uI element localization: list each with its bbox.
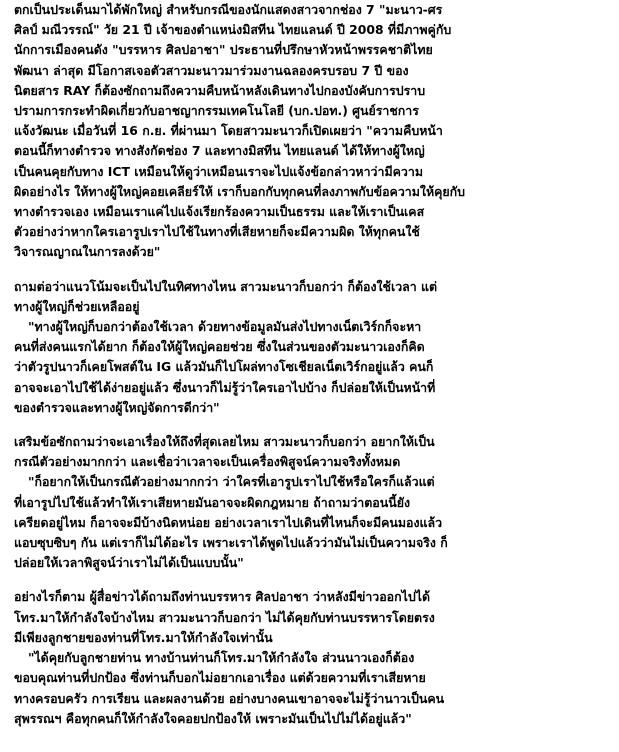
quote-line: "ทางผู้ใหญ่ก็บอกว่าต้องใช้เวลา ด้วยทางข้อมูลมันส่งไปทางเน็ตเวิร์กก็จะหา — [28, 319, 422, 335]
news-article — [14, 0, 606, 729]
text-line: ทางตำรวจเอง เหมือนเราแค่ไปแจ้งเรียกร้องความเป็นธรรม และให้เราเป็นเคส — [14, 204, 425, 220]
quote-line: ขอบคุณท่านที่ปกป้อง ซึ่งท่านก็บอกไม่อยากเอาเรื่อง แต่ด้วยความที่เราเสียหาย — [14, 670, 426, 686]
text-line: ศิลป์ มณีวรรณ์" วัย 21 ปี เจ้าของตำแหน่งมิสทีน ไทยแลนด์ ปี 2008 ที่มีภาพคู่กับ — [14, 22, 452, 38]
quote-line: ปล่อยให้เวลาพิสูจน์ว่าเราไม่ได้เป็นแบบนั้น" — [14, 555, 244, 571]
quote-line: ที่เอารูปไปใช้แล้วทำให้เราเสียหายมันอาจจะผิดกฎหมาย ถ้าถามว่าตอนนี้ยัง — [14, 494, 410, 510]
quote-line: ของตำรวจและทางผู้ใหญ่จัดการดีกว่า" — [14, 399, 220, 415]
quote-line: แอบซุบซิบๆ กัน แต่เราก็ไม่ได้อะไร เพราะเราได้พูดไปแล้วว่ามันไม่เป็นความจริง ก็ — [14, 535, 448, 551]
article-paragraph-1 — [14, 0, 606, 263]
quote-line: เครียดอยู่ไหม ก็อาจจะมีบ้างนิดหน่อย อย่างเวลาเราไปเดินที่ไหนก็จะมีคนมองแล้ว — [14, 514, 443, 530]
quote-line: สุพรรณฯ คือทุกคนก็ให้กำลังใจคอยปกป้องให้ เพราะมันเป็นไปไม่ได้อยู่แล้ว" — [14, 710, 412, 726]
text-line: ปรามการกระทำผิดเกี่ยวกับอาชญากรรมเทคโนโลยี (บก.ปอท.) ศูนย์ราชการ — [14, 103, 419, 119]
text-line: ตอนนี้ก็ทางตำรวจ ทางสังกัดช่อง 7 และทางมิสทีน ไทยแลนด์ ได้ให้ทางผู้ใหญ่ — [14, 143, 425, 159]
text-line: เสริมข้อซักถามว่าจะเอาเรื่องให้ถึงที่สุดเลยไหม สาวมะนาวก็บอกว่า อยากให้เป็น — [14, 434, 435, 450]
text-line: โทร.มาให้กำลังใจบ้างไหม สาวมะนาวก็บอกว่า ไม่ได้คุยกับท่านบรรหารโดยตรง — [14, 609, 435, 625]
text-line: กรณีตัวอย่างมากกว่า และเชื่อว่าเวลาจะเป็นเครื่องพิสูจน์ความจริงทั้งหมด — [14, 454, 401, 470]
text-line: วิจารณญาณในการลงด้วย" — [14, 244, 161, 260]
quote-line: ทางครอบครัว การเรียน และผลงานด้วย อย่างบางคนเขาอาจจะไม่รู้ว่านาวเป็นคน — [14, 690, 445, 706]
article-paragraph-2 — [14, 277, 606, 418]
text-line: ผิดอย่างไร ให้ทางผู้ใหญ่คอยเคลียร์ให้ เราก็บอกกับทุกคนที่ลงภาพกับข้อความให้คุยกับ — [14, 183, 466, 199]
text-line: เป็นคนคุยกับทาง ICT เหมือนให้ดูว่าเหมือนเราจะไปแจ้งข้อกล่าวหาว่ามีความ — [14, 163, 424, 179]
article-paragraph-3 — [14, 432, 606, 573]
text-line: อย่างไรก็ตาม ผู้สื่อข่าวได้ถามถึงท่านบรรหาร ศิลปอาชา ว่าหลังมีข่าวออกไปได้ — [14, 589, 430, 605]
text-line: ตัวอย่างว่าหากใครเอารูปเราไปใช้ในทางที่เสียหายก็จะมีความผิด ให้ทุกคนใช้ — [14, 224, 420, 240]
text-line: ทางผู้ใหญ่ก็ช่วยเหลืออยู่ — [14, 298, 140, 314]
text-line: แจ้งวัฒนะ เมื่อวันที่ 16 ก.ย. ที่ผ่านมา โดยสาวมะนาวก็เปิดเผยว่า "ความคืบหน้า — [14, 123, 443, 139]
text-line: ตกเป็นประเด็นมาได้พักใหญ่ สำหรับกรณีของนักแสดงสาวจากช่อง 7 "มะนาว-ศร — [14, 2, 443, 17]
text-line: พัฒนา ล่าสุด มีโอกาสเจอตัวสาวมะนาวมาร่วมงานฉลองครบรอบ 7 ปี ของ — [14, 62, 409, 78]
article-paragraph-4 — [14, 587, 606, 728]
quote-line: "ก็อยากให้เป็นกรณีตัวอย่างมากกว่า ว่าใครที่เอารูปเราไปใช้หรือใครก็แล้วแต่ — [28, 474, 435, 490]
text-line: นักการเมืองคนดัง "บรรหาร ศิลปอาชา" ประธานที่ปรึกษาหัวหน้าพรรคชาติไทย — [14, 42, 433, 58]
quote-line: ว่าตัวรูปนาวก็เคยโพสต์ใน IG แล้วมันก็ไปโผล่ทางโซเชียลเน็ตเวิร์กอยู่แล้ว คนก็ — [14, 359, 434, 375]
quote-line: คนที่ส่งคนแรกได้ยาก ก็ต้องให้ผู้ใหญ่คอยช่วย ซึ่งในส่วนของตัวมะนาวเองก็คิด — [14, 339, 425, 355]
quote-line: อาจจะเอาไปใช้ได้ง่ายอยู่แล้ว ซึ่งนาวก็ไม่รู้ว่าใครเอาไปบ้าง ก็ปล่อยให้เป็นหน้าที่ — [14, 379, 436, 395]
text-line: นิตยสาร RAY ก็ต้องซักถามถึงความคืบหน้าหลังเดินทางไปกองบังคับการปราบ — [14, 82, 426, 98]
text-line: มีเพียงลูกชายของท่านที่โทร.มาให้กำลังใจเท่านั้น — [14, 629, 273, 645]
quote-line: "ได้คุยกับลูกชายท่าน ทางบ้านท่านก็โทร.มาให้กำลังใจ ส่วนนาวเองก็ต้อง — [28, 650, 415, 666]
text-line: ถามต่อว่าแนวโน้มจะเป็นไปในทิศทางไหน สาวมะนาวก็บอกว่า ก็ต้องใช้เวลา แต่ — [14, 278, 438, 294]
